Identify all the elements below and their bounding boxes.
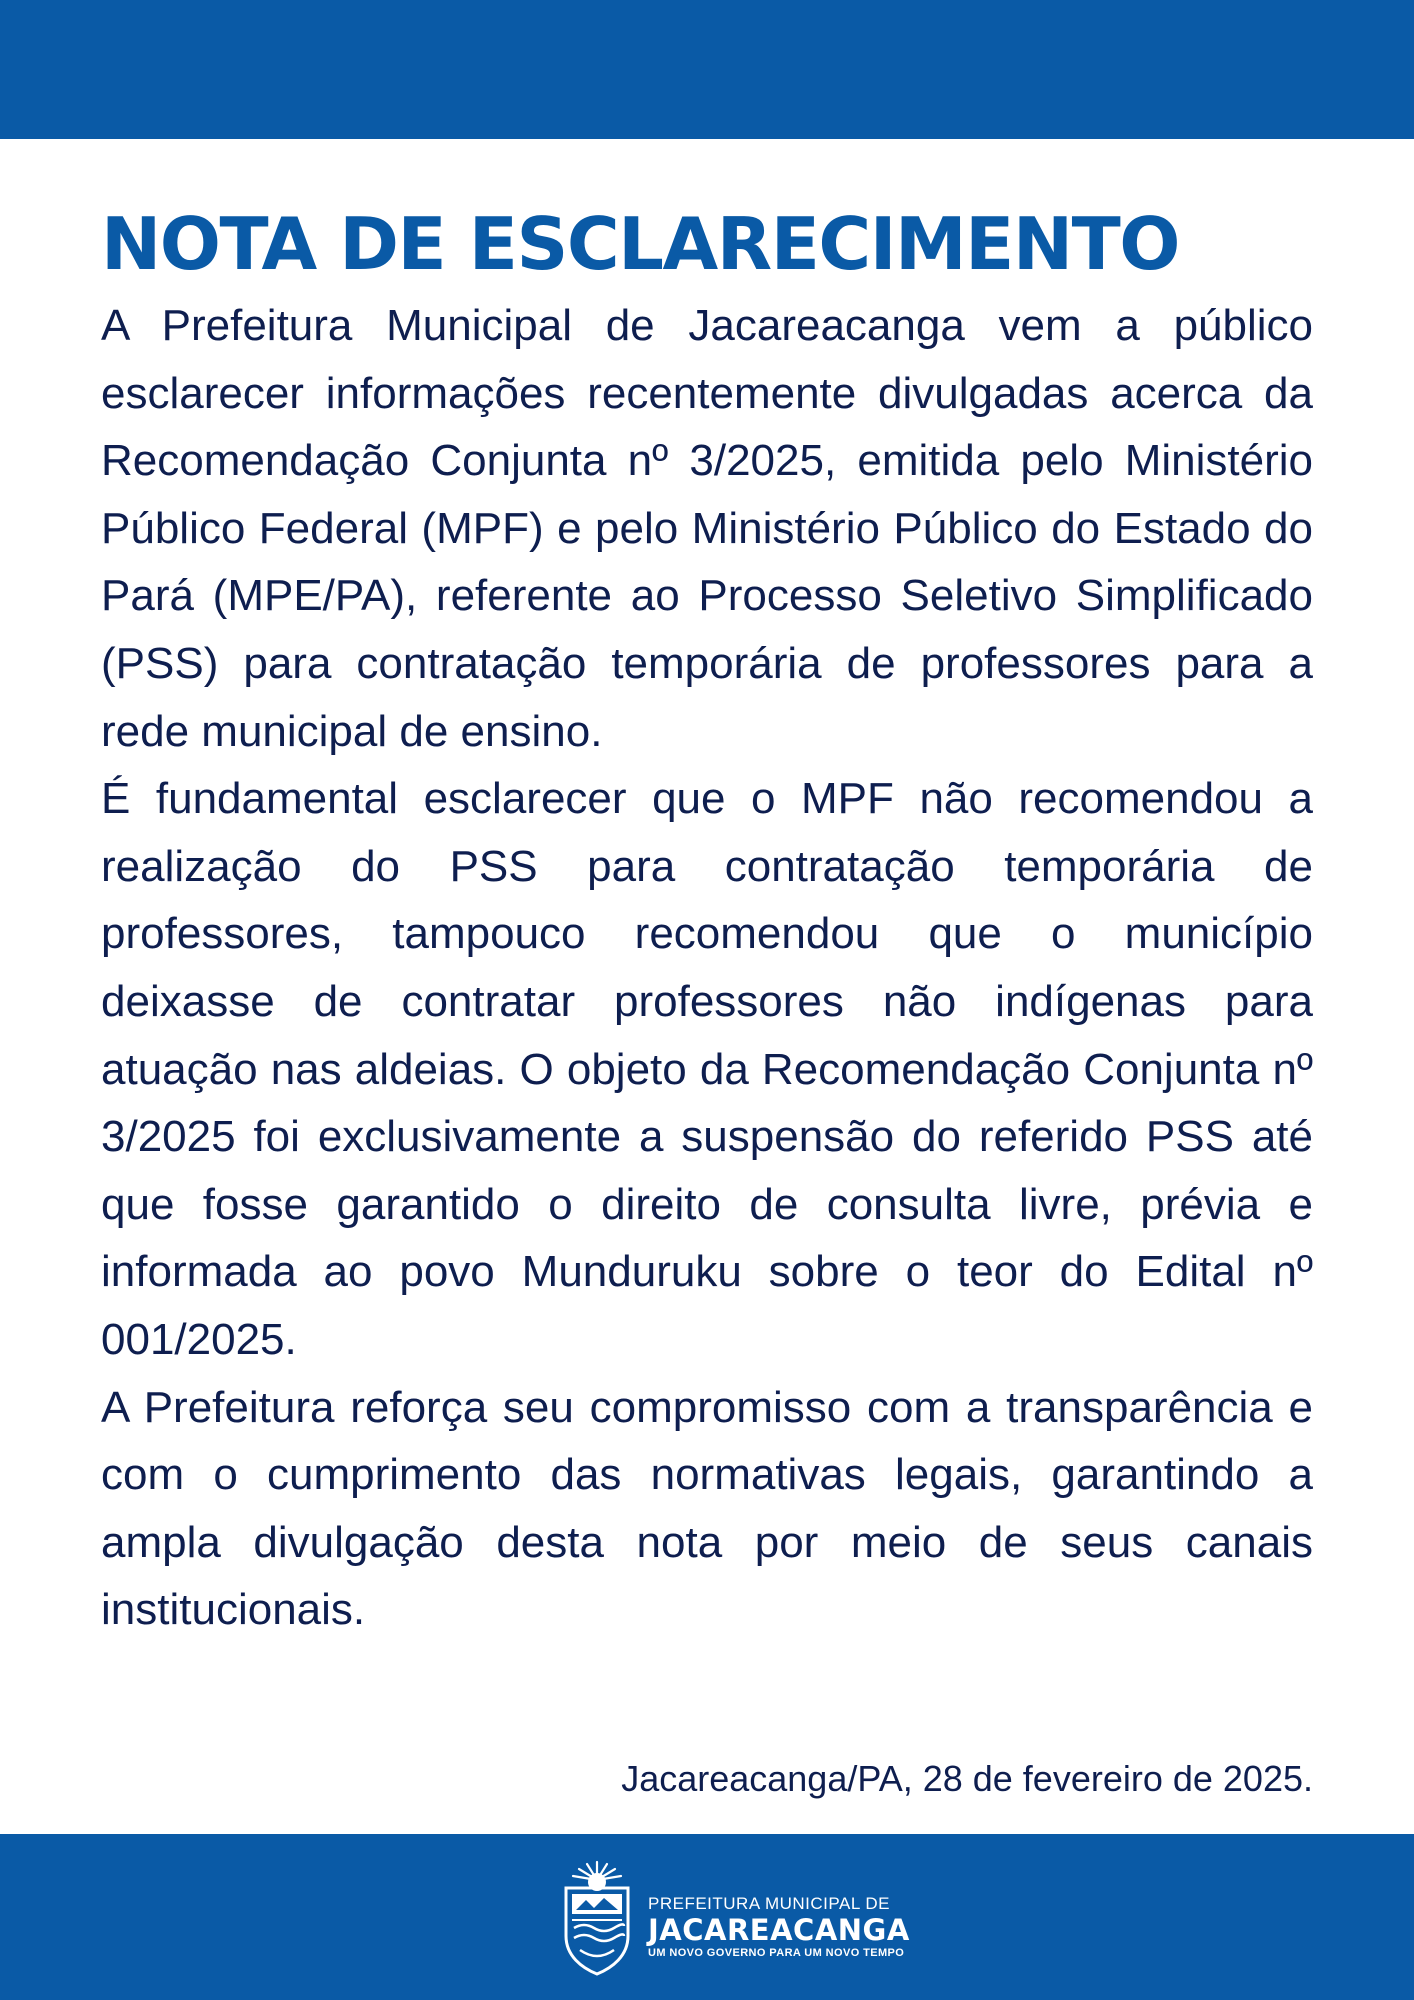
footer-banner <box>0 1834 1414 2000</box>
municipal-logo <box>560 1858 960 1978</box>
notice-content <box>101 196 1313 1644</box>
paragraph-3: A Prefeitura reforça seu compromisso com a transparência e com o cumprimento das normativas legais, garantindo a ampla divulgação desta nota por meio de seus canais institucionais. <box>101 1382 1313 1635</box>
logo-slogan: UM NOVO GOVERNO PARA UM NOVO TEMPO <box>648 1947 905 1959</box>
logo-line-municipal: PREFEITURA MUNICIPAL DE <box>648 1894 890 1913</box>
place-date: Jacareacanga/PA, 28 de fevereiro de 2025. <box>621 1758 1313 1799</box>
page-title: NOTA DE ESCLARECIMENTO <box>101 202 1179 286</box>
top-banner <box>0 0 1414 139</box>
municipal-crest-icon <box>560 1858 634 1976</box>
logo-wordmark <box>648 1894 968 1960</box>
logo-line-city: JACAREACANGA <box>648 1913 910 1947</box>
paragraph-2: É fundamental esclarecer que o MPF não recomendou a realização do PSS para contratação temporária de professores, tampouco recomendou que o município deixasse de contratar professores não indígenas para atuação nas aldeias. O objeto da Recomendação Conjunta nº 3/2025 foi exclusivamente a suspensão do referido PSS até que fosse garantido o direito de consulta livre, prévia e informada ao povo Munduruku sobre o teor do Edital nº 001/2025. <box>101 774 1313 1364</box>
paragraph-1: A Prefeitura Municipal de Jacareacanga vem a público esclarecer informações recentemente divulgadas acerca da Recomendação Conjunta nº 3/2025, emitida pelo Ministério Público Federal (MPF) e pelo Ministério Público do Estado do Pará (MPE/PA), referente ao Processo Seletivo Simplificado (PSS) para contratação temporária de professores para a rede municipal de ensino. <box>101 301 1313 756</box>
